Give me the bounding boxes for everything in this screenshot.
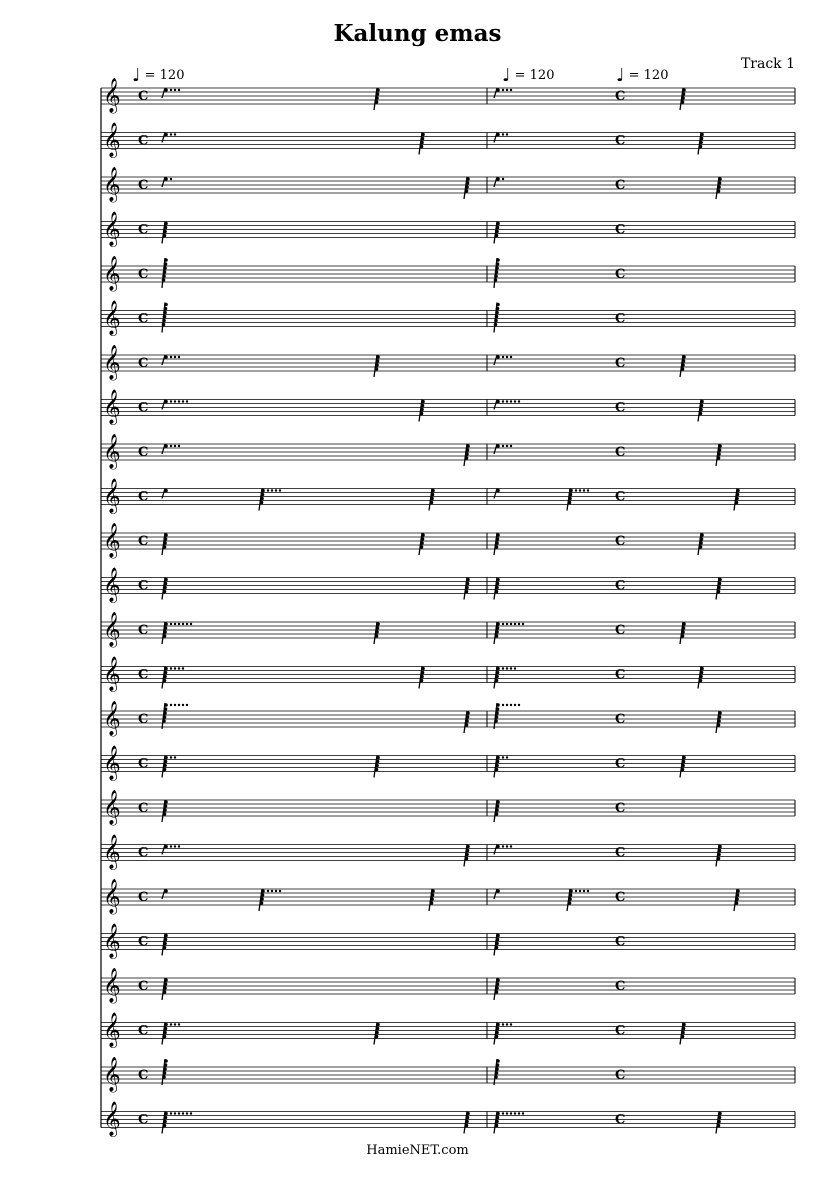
rest-icon (162, 845, 180, 855)
rest-icon (494, 800, 500, 822)
time-signature: C (615, 133, 626, 149)
rest-icon (716, 845, 722, 867)
rest-icon (494, 703, 520, 729)
rest-icon (162, 800, 168, 822)
time-signature: C (138, 756, 149, 772)
rest-icon (680, 88, 686, 110)
time-signature: C (138, 578, 149, 594)
treble-clef-icon: 𝄞 (103, 968, 121, 1003)
rest-icon (494, 889, 500, 899)
rest-icon (419, 133, 425, 155)
treble-clef-icon: 𝄞 (103, 879, 121, 914)
rest-icon (419, 533, 425, 555)
time-signature: C (138, 89, 149, 104)
treble-clef-icon: 𝄞 (103, 478, 121, 514)
rest-icon (494, 934, 500, 956)
rest-icon (494, 489, 500, 499)
rest-icon (680, 355, 686, 377)
time-signature: C (138, 934, 149, 950)
time-signature: C (615, 712, 626, 727)
time-signature: C (138, 979, 149, 994)
rest-icon (680, 622, 686, 644)
rest-icon (419, 667, 425, 689)
rest-icon (494, 444, 512, 454)
footer-credit: HamieNET.com (366, 1143, 469, 1158)
time-signature: C (138, 1112, 149, 1128)
time-signature: C (138, 445, 149, 460)
time-signature: C (138, 1068, 149, 1083)
rest-icon (162, 355, 180, 365)
rest-icon (567, 889, 589, 911)
rest-icon (698, 133, 704, 155)
rest-icon (494, 667, 516, 689)
score-title: Kalung emas (333, 20, 502, 47)
rest-icon (494, 177, 504, 187)
rest-icon (716, 578, 722, 600)
time-signature: C (615, 356, 626, 371)
treble-clef-icon: 𝄞 (103, 256, 121, 291)
time-signature: C (615, 801, 626, 816)
treble-clef-icon: 𝄞 (103, 834, 121, 870)
time-signature: C (138, 623, 149, 638)
time-signature: C (138, 400, 149, 416)
treble-clef-icon: 𝄞 (103, 1057, 121, 1092)
tempo-text: = 120 (628, 68, 669, 83)
rest-icon (419, 400, 425, 422)
rest-icon (429, 489, 435, 511)
rest-icon (698, 400, 704, 422)
time-signature: C (138, 1023, 149, 1039)
rest-icon (716, 1112, 722, 1134)
rest-icon (162, 1059, 168, 1085)
rest-icon (494, 133, 508, 143)
time-signature: C (138, 667, 149, 683)
rest-icon (162, 177, 172, 187)
time-signature: C (615, 623, 626, 638)
time-signature: C (615, 178, 626, 193)
quarter-note-icon: ♩ (616, 65, 625, 86)
rest-icon (162, 978, 168, 1000)
time-signature: C (138, 534, 149, 549)
tempo-text: = 120 (514, 68, 555, 83)
time-signature: C (138, 890, 149, 905)
rest-icon (162, 1023, 180, 1045)
rest-icon (162, 622, 192, 644)
treble-clef-icon: 𝄞 (103, 345, 121, 380)
rest-icon (162, 578, 168, 600)
time-signature: C (615, 89, 626, 104)
time-signature: C (138, 178, 149, 193)
rest-icon (162, 133, 176, 143)
treble-clef-icon: 𝄞 (103, 612, 121, 647)
rest-icon (374, 622, 380, 644)
rest-icon (374, 355, 380, 377)
treble-clef-icon: 𝄞 (103, 745, 121, 781)
rest-icon (494, 222, 500, 244)
rest-icon (429, 889, 435, 911)
time-signature: C (615, 1023, 626, 1039)
time-signature: C (615, 534, 626, 549)
rest-icon (494, 1023, 512, 1045)
rest-icon (464, 845, 470, 867)
rest-icon (494, 756, 508, 778)
rest-icon (716, 444, 722, 466)
rest-icon (464, 444, 470, 466)
treble-clef-icon: 𝄞 (103, 1101, 121, 1137)
rest-icon (162, 1112, 192, 1134)
rest-icon (162, 756, 176, 778)
rest-icon (494, 978, 500, 1000)
treble-clef-icon: 𝄞 (103, 656, 121, 692)
rest-icon (494, 578, 500, 600)
track-label: Track 1 (740, 56, 795, 72)
rest-icon (162, 400, 188, 410)
rest-icon (494, 845, 512, 855)
rest-icon (374, 1023, 380, 1045)
time-signature: C (615, 1068, 626, 1083)
time-signature: C (615, 1112, 626, 1128)
rest-icon (716, 711, 722, 733)
time-signature: C (615, 578, 626, 594)
time-signature: C (615, 222, 626, 238)
rest-icon (494, 303, 500, 333)
treble-clef-icon: 𝄞 (103, 300, 121, 336)
treble-clef-icon: 𝄞 (103, 167, 121, 202)
time-signature: C (615, 445, 626, 460)
time-signature: C (615, 400, 626, 416)
rest-icon (162, 667, 184, 689)
rest-icon (162, 489, 168, 499)
time-signature: C (138, 133, 149, 149)
treble-clef-icon: 𝄞 (103, 78, 121, 113)
tempo-text: = 120 (144, 68, 185, 83)
rest-icon (494, 355, 512, 365)
rest-icon (374, 88, 380, 110)
rest-icon (734, 489, 740, 511)
rest-icon (494, 622, 524, 644)
time-signature: C (138, 489, 149, 505)
rest-icon (698, 533, 704, 555)
rest-icon (494, 88, 512, 98)
rest-icon (374, 756, 380, 778)
rest-icon (464, 578, 470, 600)
rest-icon (162, 258, 168, 288)
time-signature: C (138, 311, 149, 327)
rest-icon (162, 533, 168, 555)
rest-icon (494, 258, 500, 288)
treble-clef-icon: 𝄞 (103, 389, 121, 425)
rest-icon (494, 400, 520, 410)
time-signature: C (615, 267, 626, 282)
time-signature: C (138, 356, 149, 371)
rest-icon (494, 1059, 500, 1085)
time-signature: C (615, 979, 626, 994)
rest-icon (259, 489, 281, 511)
time-signature: C (615, 845, 626, 861)
rest-icon (464, 1112, 470, 1134)
time-signature: C (138, 845, 149, 861)
rest-icon (162, 934, 168, 956)
rest-icon (567, 489, 589, 511)
rest-icon (162, 88, 180, 98)
rest-icon (162, 222, 168, 244)
quarter-note-icon: ♩ (502, 65, 511, 86)
treble-clef-icon: 𝄞 (103, 923, 121, 959)
rest-icon (464, 177, 470, 199)
treble-clef-icon: 𝄞 (103, 434, 121, 469)
time-signature: C (138, 712, 149, 727)
time-signature: C (615, 489, 626, 505)
rest-icon (162, 703, 188, 729)
time-signature: C (138, 267, 149, 282)
treble-clef-icon: 𝄞 (103, 701, 121, 736)
time-signature: C (615, 756, 626, 772)
time-signature: C (615, 934, 626, 950)
rest-icon (494, 1112, 524, 1134)
time-signature: C (138, 222, 149, 238)
treble-clef-icon: 𝄞 (103, 1012, 121, 1048)
rest-icon (464, 711, 470, 733)
rest-icon (162, 303, 168, 333)
rest-icon (259, 889, 281, 911)
time-signature: C (615, 311, 626, 327)
rest-icon (494, 533, 500, 555)
treble-clef-icon: 𝄞 (103, 567, 121, 603)
rest-icon (680, 756, 686, 778)
quarter-note-icon: ♩ (132, 65, 141, 86)
treble-clef-icon: 𝄞 (103, 211, 121, 247)
time-signature: C (138, 801, 149, 816)
rest-icon (162, 444, 180, 454)
treble-clef-icon: 𝄞 (103, 790, 121, 825)
treble-clef-icon: 𝄞 (103, 523, 121, 558)
time-signature: C (615, 667, 626, 683)
rest-icon (716, 177, 722, 199)
rest-icon (698, 667, 704, 689)
rest-icon (680, 1023, 686, 1045)
rest-icon (734, 889, 740, 911)
treble-clef-icon: 𝄞 (103, 122, 121, 158)
rest-icon (162, 889, 168, 899)
time-signature: C (615, 890, 626, 905)
